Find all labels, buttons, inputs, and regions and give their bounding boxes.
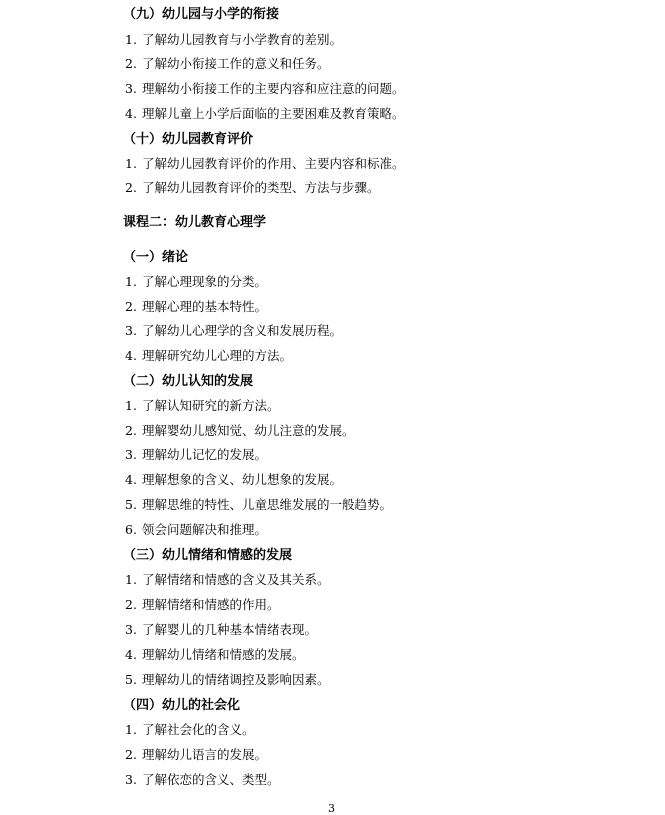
list-item [125, 674, 330, 687]
list-item [125, 474, 342, 487]
list-item [125, 449, 267, 462]
item-text: 了解心理现象的分类。 [142, 274, 268, 289]
item-number: 6. [125, 522, 137, 537]
item-number: 4. [125, 348, 137, 363]
item-text: 了解婴儿的几种基本情绪表现。 [142, 622, 318, 637]
item-number: 3. [125, 622, 137, 637]
list-item [125, 425, 355, 438]
section-heading: （十）幼儿园教育评价 [123, 132, 254, 147]
item-number: 1. [125, 722, 137, 737]
item-number: 2. [125, 180, 137, 195]
item-text: 了解情绪和情感的含义及其关系。 [142, 572, 330, 587]
item-number: 1. [125, 398, 137, 413]
section-heading: （九）幼儿园与小学的衔接 [123, 7, 280, 22]
item-number: 4. [125, 472, 137, 487]
item-text: 理解研究幼儿心理的方法。 [142, 348, 293, 363]
item-text: 了解幼儿园教育与小学教育的差别。 [142, 32, 343, 47]
section-heading: （四）幼儿的社会化 [123, 698, 241, 713]
item-text: 理解幼儿记忆的发展。 [142, 447, 268, 462]
list-item [125, 599, 280, 612]
list-item [125, 325, 342, 338]
item-text: 了解社会化的含义。 [142, 722, 255, 737]
item-number: 1. [125, 274, 137, 289]
item-number: 1. [125, 32, 137, 47]
item-number: 4. [125, 106, 137, 121]
item-number: 1. [125, 572, 137, 587]
item-text: 理解幼儿情绪和情感的发展。 [142, 647, 305, 662]
list-item [125, 574, 330, 587]
list-item [125, 649, 305, 662]
item-text: 了解认知研究的新方法。 [142, 398, 280, 413]
item-text: 理解情绪和情感的作用。 [142, 597, 280, 612]
item-text: 理解心理的基本特性。 [142, 299, 268, 314]
item-text: 理解幼儿语言的发展。 [142, 747, 268, 762]
item-number: 2. [125, 56, 137, 71]
item-number: 1. [125, 156, 137, 171]
section-heading: （一）绪论 [123, 250, 189, 265]
item-number: 4. [125, 647, 137, 662]
item-text: 了解幼儿心理学的含义和发展历程。 [142, 323, 343, 338]
item-text: 理解思维的特性、儿童思维发展的一般趋势。 [142, 497, 393, 512]
item-number: 3. [125, 81, 137, 96]
item-text: 理解想象的含义、幼儿想象的发展。 [142, 472, 343, 487]
list-item [125, 774, 280, 787]
list-item [125, 182, 380, 195]
page-number: 3 [328, 802, 335, 815]
item-number: 2. [125, 423, 137, 438]
item-text: 理解儿童上小学后面临的主要困难及教育策略。 [142, 106, 405, 121]
list-item [125, 724, 255, 737]
list-item [125, 624, 317, 637]
list-item [125, 524, 267, 537]
item-number: 3. [125, 323, 137, 338]
list-item [125, 400, 280, 413]
list-item [125, 83, 405, 96]
item-number: 2. [125, 299, 137, 314]
item-text: 领会问题解决和推理。 [142, 522, 268, 537]
item-text: 了解幼儿园教育评价的作用、主要内容和标准。 [142, 156, 405, 171]
list-item [125, 350, 292, 363]
list-item [125, 749, 267, 762]
item-text: 了解幼小衔接工作的意义和任务。 [142, 56, 330, 71]
list-item [125, 276, 267, 289]
item-text: 了解依恋的含义、类型。 [142, 772, 280, 787]
item-number: 3. [125, 772, 137, 787]
section-heading: （三）幼儿情绪和情感的发展 [123, 548, 293, 563]
item-number: 2. [125, 597, 137, 612]
section-heading: （二）幼儿认知的发展 [123, 374, 254, 389]
item-number: 2. [125, 747, 137, 762]
item-text: 理解幼小衔接工作的主要内容和应注意的问题。 [142, 81, 405, 96]
course-heading: 课程二：幼儿教育心理学 [123, 215, 267, 230]
item-text: 理解婴幼儿感知觉、幼儿注意的发展。 [142, 423, 355, 438]
list-item [125, 499, 392, 512]
item-text: 理解幼儿的情绪调控及影响因素。 [142, 672, 330, 687]
item-text: 了解幼儿园教育评价的类型、方法与步骤。 [142, 180, 380, 195]
list-item [125, 158, 405, 171]
list-item [125, 301, 267, 314]
item-number: 5. [125, 497, 137, 512]
list-item [125, 58, 330, 71]
list-item [125, 108, 405, 121]
list-item [125, 34, 342, 47]
item-number: 5. [125, 672, 137, 687]
item-number: 3. [125, 447, 137, 462]
